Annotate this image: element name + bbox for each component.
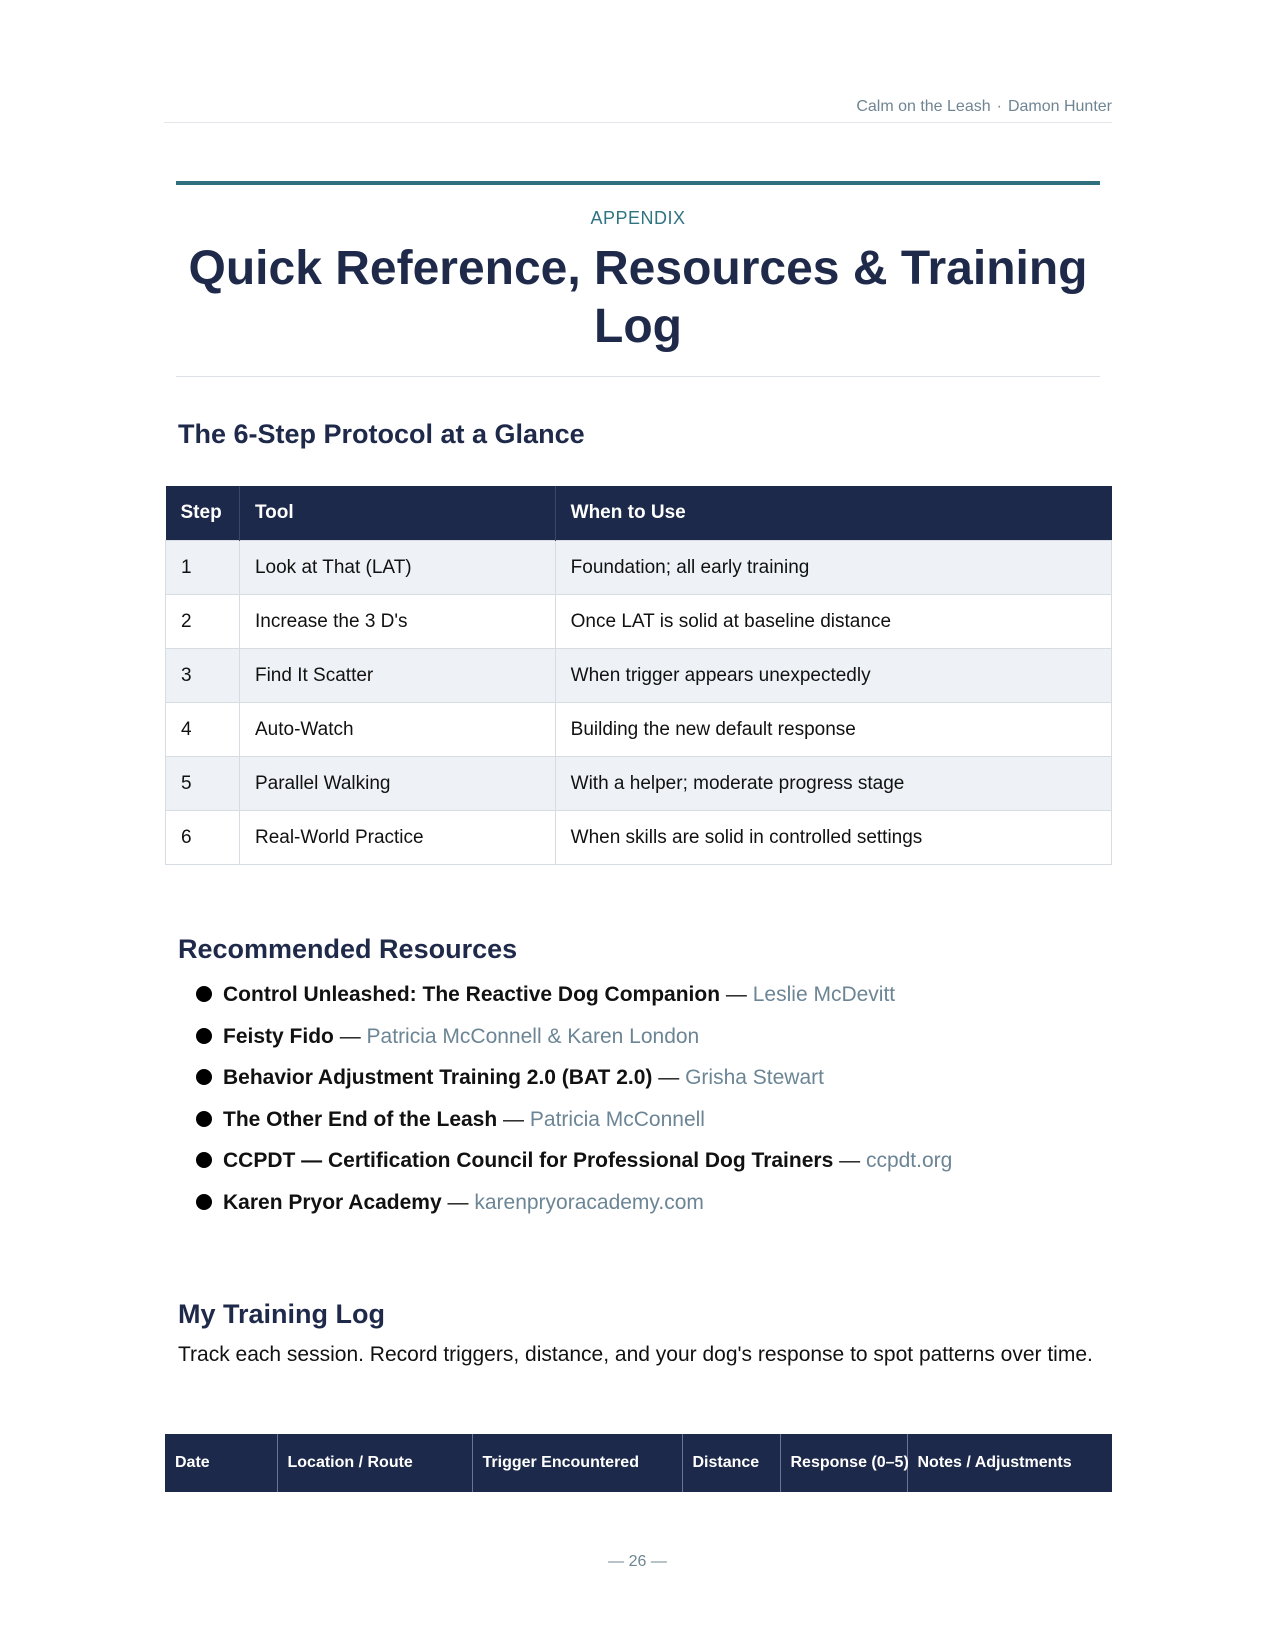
resource-title: CCPDT — Certification Council for Professional Dog Trainers [223, 1149, 834, 1173]
resource-author: Patricia McConnell [529, 1107, 705, 1131]
table-row [166, 757, 1112, 811]
table-row [166, 595, 1112, 649]
step-number: 4 [166, 703, 240, 757]
resource-author: Grisha Stewart [685, 1066, 824, 1090]
step-when: When skills are solid in controlled settings [555, 811, 1111, 865]
bullet-icon [196, 1194, 212, 1210]
table-row [166, 703, 1112, 757]
bullet-icon [196, 1028, 212, 1044]
resource-dash: — [339, 1024, 361, 1048]
step-tool: Auto-Watch [239, 703, 555, 757]
resource-dash: — [503, 1107, 525, 1131]
resource-author: Patricia McConnell & Karen London [366, 1024, 700, 1048]
page-number: — 26 — [608, 1553, 667, 1570]
resource-title: Behavior Adjustment Training 2.0 (BAT 2.0) [223, 1066, 653, 1090]
running-header [164, 96, 1112, 123]
resource-dash: — [725, 983, 747, 1006]
resource-author: Leslie McDevitt [752, 983, 896, 1006]
step-number: 2 [166, 595, 240, 649]
column-header-notes: Notes / Adjustments [907, 1434, 1112, 1492]
step-tool: Look at That (LAT) [239, 541, 555, 595]
step-when: Foundation; all early training [555, 541, 1111, 595]
protocol-header-row [166, 486, 1112, 541]
chapter-top-rule [176, 181, 1100, 185]
resources-list [190, 974, 1110, 1224]
step-tool: Real-World Practice [239, 811, 555, 865]
step-when: Building the new default response [555, 703, 1111, 757]
table-row [166, 811, 1112, 865]
bullet-icon [196, 1152, 212, 1168]
step-number: 6 [166, 811, 240, 865]
step-when: Once LAT is solid at baseline distance [555, 595, 1111, 649]
resource-title: The Other End of the Leash [223, 1107, 498, 1131]
step-tool: Parallel Walking [239, 757, 555, 811]
list-item [190, 1182, 1110, 1224]
training-log-table [165, 1434, 1112, 1492]
column-header-tool: Tool [239, 486, 555, 541]
column-header-date: Date [165, 1434, 277, 1492]
table-row [166, 649, 1112, 703]
step-tool: Increase the 3 D's [239, 595, 555, 649]
bullet-icon [196, 1069, 212, 1085]
bullet-icon [196, 986, 212, 1002]
list-item [190, 974, 1110, 1016]
resource-author: karenpryoracademy.com [474, 1190, 704, 1214]
step-number: 5 [166, 757, 240, 811]
table-row [166, 541, 1112, 595]
column-header-response: Response (0–5) [780, 1434, 907, 1492]
training-log-heading: My Training Log [178, 1299, 385, 1329]
chapter-bottom-rule [176, 376, 1100, 377]
column-header-location: Location / Route [277, 1434, 472, 1492]
resource-title: Karen Pryor Academy [223, 1190, 442, 1214]
list-item [190, 1099, 1110, 1141]
chapter-label: APPENDIX [590, 208, 686, 228]
resource-dash: — [658, 1066, 680, 1090]
column-header-step: Step [166, 486, 240, 541]
header-author: Damon Hunter [1007, 98, 1112, 115]
list-item [190, 1140, 1110, 1182]
training-log-header-row [165, 1434, 1112, 1492]
resource-author: ccpdt.org [865, 1149, 953, 1173]
column-header-distance: Distance [682, 1434, 780, 1492]
protocol-table [165, 486, 1112, 865]
resources-heading: Recommended Resources [178, 934, 518, 964]
list-item [190, 1016, 1110, 1058]
step-tool: Find It Scatter [239, 649, 555, 703]
header-book-title: Calm on the Leash [856, 98, 991, 115]
protocol-heading: The 6-Step Protocol at a Glance [178, 419, 585, 449]
resource-title: Control Unleashed: The Reactive Dog Companion [223, 983, 721, 1006]
chapter-title: Quick Reference, Resources & Training Log [188, 242, 1088, 353]
header-separator: · [996, 98, 1002, 115]
list-item [190, 1057, 1110, 1099]
step-number: 1 [166, 541, 240, 595]
resource-title: Feisty Fido [223, 1024, 334, 1048]
resource-dash: — [839, 1149, 861, 1173]
step-when: With a helper; moderate progress stage [555, 757, 1111, 811]
resource-dash: — [447, 1190, 469, 1214]
step-when: When trigger appears unexpectedly [555, 649, 1111, 703]
training-log-intro: Track each session. Record triggers, distance, and your dog's response to spot patterns over time. [178, 1343, 1093, 1366]
bullet-icon [196, 1111, 212, 1127]
column-header-when: When to Use [555, 486, 1111, 541]
column-header-trigger: Trigger Encountered [472, 1434, 682, 1492]
step-number: 3 [166, 649, 240, 703]
